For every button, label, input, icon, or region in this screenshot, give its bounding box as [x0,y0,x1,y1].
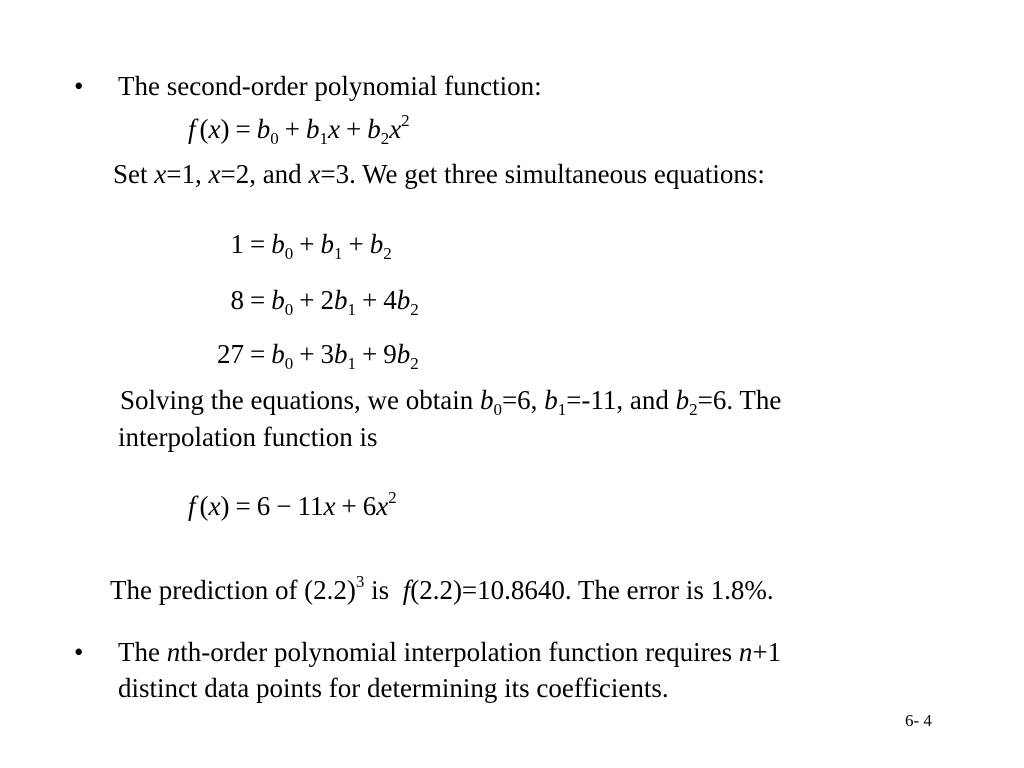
equation-interpolation-result [188,490,397,522]
res-c2: 6 [362,491,377,521]
bullet2-n: n [166,637,181,667]
eq-b2: b [367,114,381,144]
equation-row-1: $1 = b_0 + b_1 + b_2$ [200,228,460,260]
equation-general-polynomial [188,111,410,148]
bullet-2-line-1 [118,636,781,668]
res-x: x [208,491,221,521]
prediction-line [110,574,774,606]
set-x: x [208,159,221,189]
eq-sub2: 2 [380,129,390,148]
bullet-marker-1: • [74,71,84,101]
res-c0: 6 [256,491,271,521]
prediction-text-1: The prediction of (2.2) [110,575,356,605]
solving-b1: b [544,385,558,415]
eq-x: x [389,114,402,144]
solving-v0: =6, [501,385,545,415]
res-rparen: ) [220,491,230,521]
bullet2-text-2: th-order polynomial interpolation function requires [180,637,739,667]
res-equals: = [235,491,251,521]
set-text-3: =2, and [220,159,309,189]
set-x: x [154,159,167,189]
prediction-text-3: (2.2)=10.8640. The error is 1.8%. [410,575,774,605]
equation-row-3: $27 = b_0 + 3b_1 + 9b_2$ [200,338,460,370]
eq-x: x [327,114,340,144]
prediction-f: f [402,575,411,605]
set-text-4: =3. We get three simultaneous equations: [320,159,765,189]
solving-v1: =-11, and [566,385,676,415]
equation-row-2: $8 = b_0 + 2b_1 + 4b_2$ [200,284,460,316]
eq-sub0: 0 [270,129,279,148]
set-text-2: =1, [166,159,209,189]
solving-v2: =6. The [697,385,782,415]
bullet-1-text: The second-order polynomial function: [118,71,542,101]
res-sup2: 2 [388,488,397,507]
set-x: x [308,159,321,189]
solving-b2: b [675,385,690,415]
prediction-text-2: is [364,575,403,605]
res-x: x [376,491,389,521]
res-x: x [323,491,336,521]
solving-text-1: Solving the equations, we obtain [120,385,480,415]
eq2-coef2: 4 [383,285,397,315]
eq3-coef2: 9 [383,339,397,369]
res-plus: + [341,491,357,521]
solving-sub1: 1 [557,400,567,419]
res-minus: − [276,491,292,521]
eq1-lhs: 1 [230,229,244,259]
eq-b1: b [305,114,320,144]
set-text-1: Set [113,159,155,189]
eq-equals: = [235,114,251,144]
eq-rparen: ) [220,114,230,144]
bullet2-text-3: +1 [752,637,782,667]
eq-x: x [208,114,221,144]
bullet2-text-1: The [118,637,167,667]
eq-b0: b [256,114,271,144]
bullet-marker-2: • [74,637,84,667]
res-lparen: ( [199,491,209,521]
prediction-sup: 3 [355,572,365,591]
bullet2-n: n [738,637,753,667]
res-f: f [188,491,196,521]
eq-lparen: ( [199,114,209,144]
solving-sub2: 2 [689,400,698,419]
page-number: 6- 4 [905,711,932,730]
bullet-2-line-2: distinct data points for determining its coefficients. [118,673,669,703]
eq3-coef1: 3 [320,339,334,369]
eq3-lhs: 27 [217,339,244,369]
solving-b0: b [479,385,494,415]
eq2-coef1: 2 [320,285,334,315]
set-x-line [113,158,765,190]
solving-sub0: 0 [493,400,502,419]
eq-sub1: 1 [319,129,328,148]
solving-line-1 [120,384,782,419]
solving-line-2: interpolation function is [118,422,378,452]
eq2-lhs: 8 [230,285,244,315]
res-c1: 11 [297,491,324,521]
eq-f: f [188,114,196,144]
eq-plus: + [345,114,362,144]
eq-sup2: 2 [401,111,410,130]
eq-plus: + [284,114,300,144]
